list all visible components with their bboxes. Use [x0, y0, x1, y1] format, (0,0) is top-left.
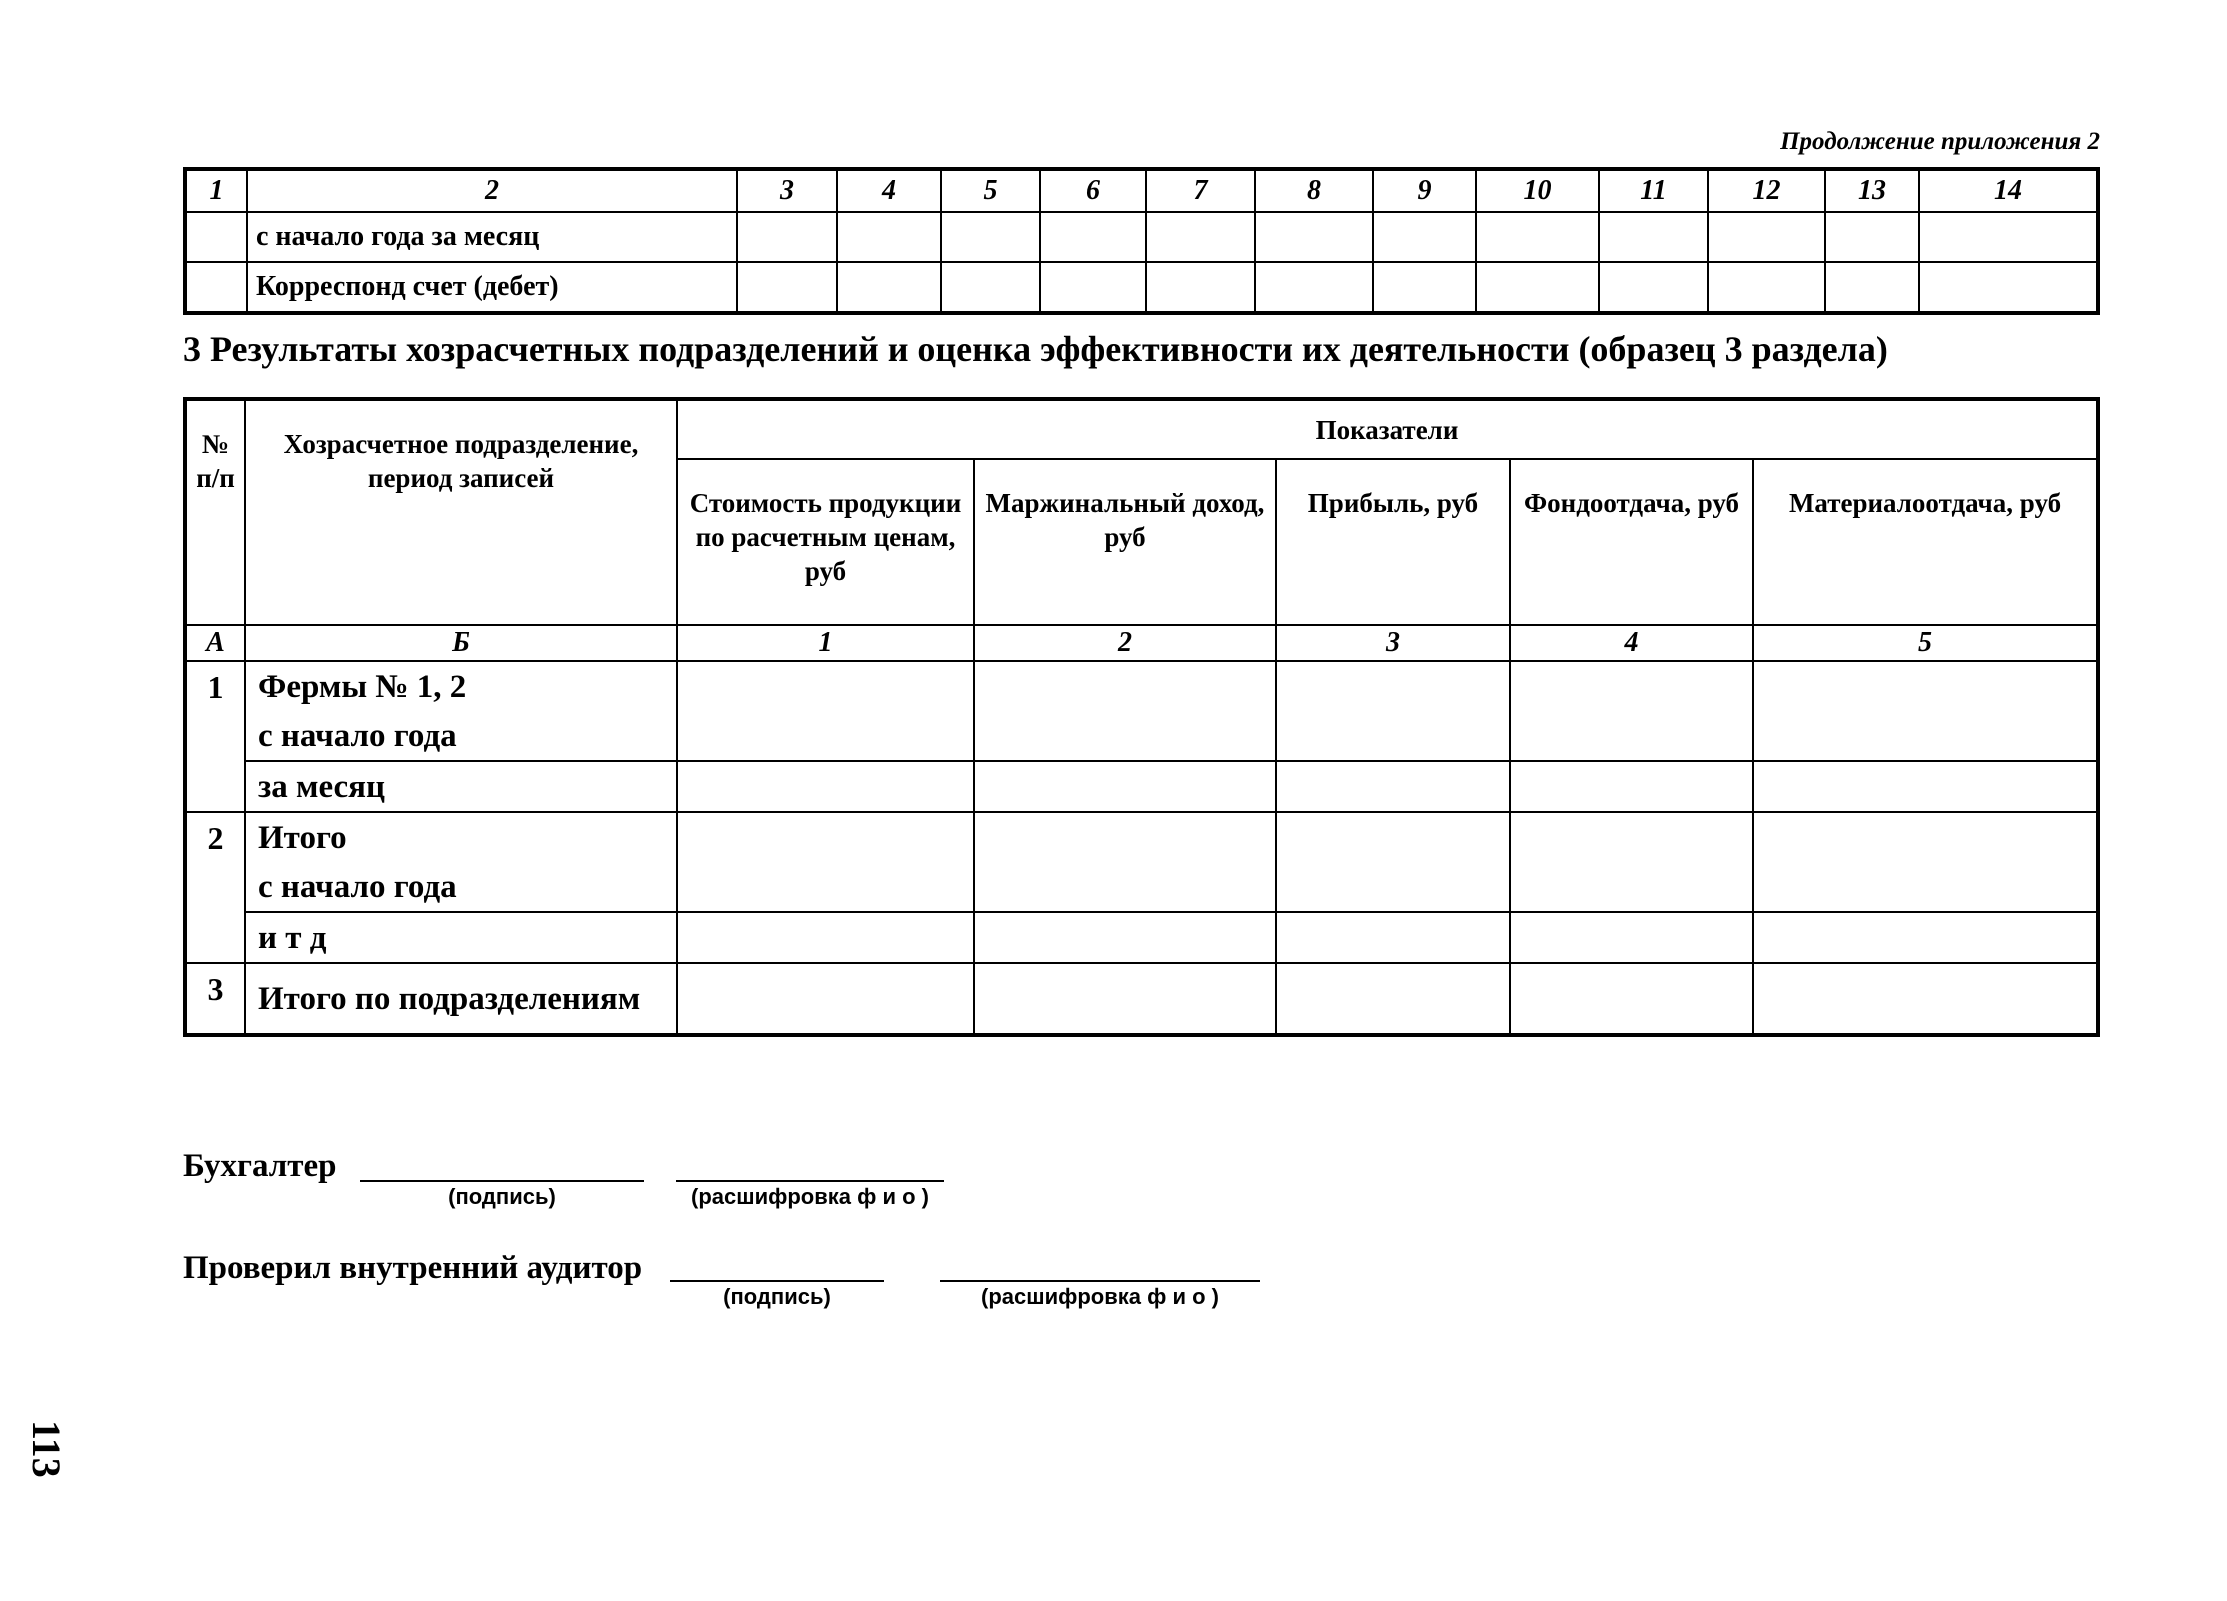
- table1-header-cell: 6: [1040, 169, 1146, 212]
- table1-header-cell: 12: [1708, 169, 1825, 212]
- table-cell: [677, 761, 974, 812]
- table-cell: [1510, 812, 1753, 912]
- table-cell: [1276, 912, 1510, 963]
- table-cell: [677, 963, 974, 1035]
- table-cell: [185, 212, 247, 262]
- index-cell: 5: [1753, 625, 2098, 661]
- table-cell: [974, 661, 1276, 761]
- row-label: Итого по подразделениям: [245, 963, 677, 1035]
- table-cell: [1753, 963, 2098, 1035]
- index-cell: 4: [1510, 625, 1753, 661]
- row-label: за месяц: [245, 761, 677, 812]
- table-cell: [1276, 812, 1510, 912]
- table1-header-cell: 8: [1255, 169, 1373, 212]
- signature-caption: (подпись): [448, 1184, 556, 1209]
- table-row: [185, 912, 2098, 963]
- table-cell: [1146, 212, 1255, 262]
- table-cell: [974, 761, 1276, 812]
- accountant-name-line: [676, 1180, 944, 1182]
- accountant-label: Бухгалтер: [183, 1148, 337, 1184]
- row-label: Итого: [245, 812, 677, 862]
- index-cell: 3: [1276, 625, 1510, 661]
- results-table: [183, 397, 2100, 1037]
- table-cell: [941, 262, 1040, 313]
- table-cell: [1919, 212, 2098, 262]
- table1-header-cell: 1: [185, 169, 247, 212]
- table1-header-cell: 3: [737, 169, 837, 212]
- table-cell: [1510, 661, 1753, 761]
- name-caption: (расшифровка ф и о ): [691, 1184, 929, 1209]
- table-cell: [737, 262, 837, 313]
- row-number: 2: [185, 812, 245, 963]
- table-cell: [974, 812, 1276, 912]
- continuation-table: [183, 167, 2100, 315]
- table1-header-cell: 9: [1373, 169, 1476, 212]
- name-caption: (расшифровка ф и о ): [981, 1284, 1219, 1309]
- index-cell: А: [185, 625, 245, 661]
- table1-header-cell: 5: [941, 169, 1040, 212]
- index-cell: 1: [677, 625, 974, 661]
- table-cell: [974, 963, 1276, 1035]
- indicator-header: Материалоотдача, руб: [1753, 459, 2098, 625]
- col-unit-header: Хозрасчетное подразделение, период записей: [245, 399, 677, 625]
- table-cell: [1825, 212, 1919, 262]
- table-cell: [1276, 963, 1510, 1035]
- results-header-row: [185, 399, 2098, 459]
- table-cell: [1255, 262, 1373, 313]
- table-cell: [1510, 912, 1753, 963]
- table-cell: [1599, 262, 1708, 313]
- row-number: 3: [185, 963, 245, 1035]
- table-cell: [1476, 262, 1599, 313]
- auditor-name-line: [940, 1280, 1260, 1282]
- table-cell: [185, 262, 247, 313]
- row-label: Фермы № 1, 2: [245, 661, 677, 711]
- table-cell: [1510, 761, 1753, 812]
- table1-row: [185, 262, 2098, 313]
- indicator-header: Маржинальный доход, руб: [974, 459, 1276, 625]
- table-cell: [1373, 262, 1476, 313]
- col-num-header: № п/п: [185, 399, 245, 625]
- table-row: [185, 661, 2098, 711]
- table-cell: [941, 212, 1040, 262]
- table-cell: [1276, 661, 1510, 761]
- index-row: [185, 625, 2098, 661]
- table1-header-cell: 7: [1146, 169, 1255, 212]
- accountant-signature-line: [360, 1180, 644, 1182]
- table-row: [185, 812, 2098, 862]
- signature-caption: (подпись): [723, 1284, 831, 1309]
- table-cell: [1919, 262, 2098, 313]
- table1-row-label: с начало года за месяц: [247, 212, 737, 262]
- table-cell: [1373, 212, 1476, 262]
- table-cell: [1753, 661, 2098, 761]
- table1-header-cell: 10: [1476, 169, 1599, 212]
- table1-header-row: [185, 169, 2098, 212]
- table-cell: [1276, 761, 1510, 812]
- table-cell: [837, 262, 941, 313]
- continuation-note: Продолжение приложения 2: [1780, 128, 2100, 155]
- table-cell: [837, 212, 941, 262]
- table-cell: [677, 661, 974, 761]
- indicator-header: Стоимость продукции по расчетным ценам, руб: [677, 459, 974, 625]
- row-label: с начало года: [245, 711, 677, 761]
- table-cell: [1753, 761, 2098, 812]
- table-cell: [1510, 963, 1753, 1035]
- indicators-header: Показатели: [677, 399, 2098, 459]
- table-row: [185, 963, 2098, 1035]
- section-title: 3 Результаты хозрасчетных подразделений и оценка эффективности их деятельности (образец 3 раздела): [183, 329, 1888, 369]
- table-cell: [1753, 912, 2098, 963]
- row-number: 1: [185, 661, 245, 812]
- table-cell: [1040, 212, 1146, 262]
- table1-row: [185, 212, 2098, 262]
- table-cell: [677, 812, 974, 912]
- table-cell: [737, 212, 837, 262]
- auditor-label: Проверил внутренний аудитор: [183, 1250, 643, 1286]
- table-cell: [1146, 262, 1255, 313]
- indicator-header: Фондоотдача, руб: [1510, 459, 1753, 625]
- table-cell: [1753, 812, 2098, 912]
- table-cell: [974, 912, 1276, 963]
- table1-header-cell: 13: [1825, 169, 1919, 212]
- table-row: [185, 761, 2098, 812]
- auditor-signature-line: [670, 1280, 884, 1282]
- indicator-header: Прибыль, руб: [1276, 459, 1510, 625]
- row-label: с начало года: [245, 862, 677, 912]
- table1-header-cell: 2: [247, 169, 737, 212]
- table1-header-cell: 14: [1919, 169, 2098, 212]
- table-cell: [1825, 262, 1919, 313]
- table-cell: [1708, 212, 1825, 262]
- table-cell: [1255, 212, 1373, 262]
- table-cell: [1708, 262, 1825, 313]
- table-cell: [1476, 212, 1599, 262]
- table-cell: [1040, 262, 1146, 313]
- row-label: и т д: [245, 912, 677, 963]
- table1-header-cell: 4: [837, 169, 941, 212]
- table1-row-label: Корреспонд счет (дебет): [247, 262, 737, 313]
- table-cell: [677, 912, 974, 963]
- table-cell: [1599, 212, 1708, 262]
- index-cell: 2: [974, 625, 1276, 661]
- table1-header-cell: 11: [1599, 169, 1708, 212]
- page-number: 113: [24, 1420, 69, 1478]
- index-cell: Б: [245, 625, 677, 661]
